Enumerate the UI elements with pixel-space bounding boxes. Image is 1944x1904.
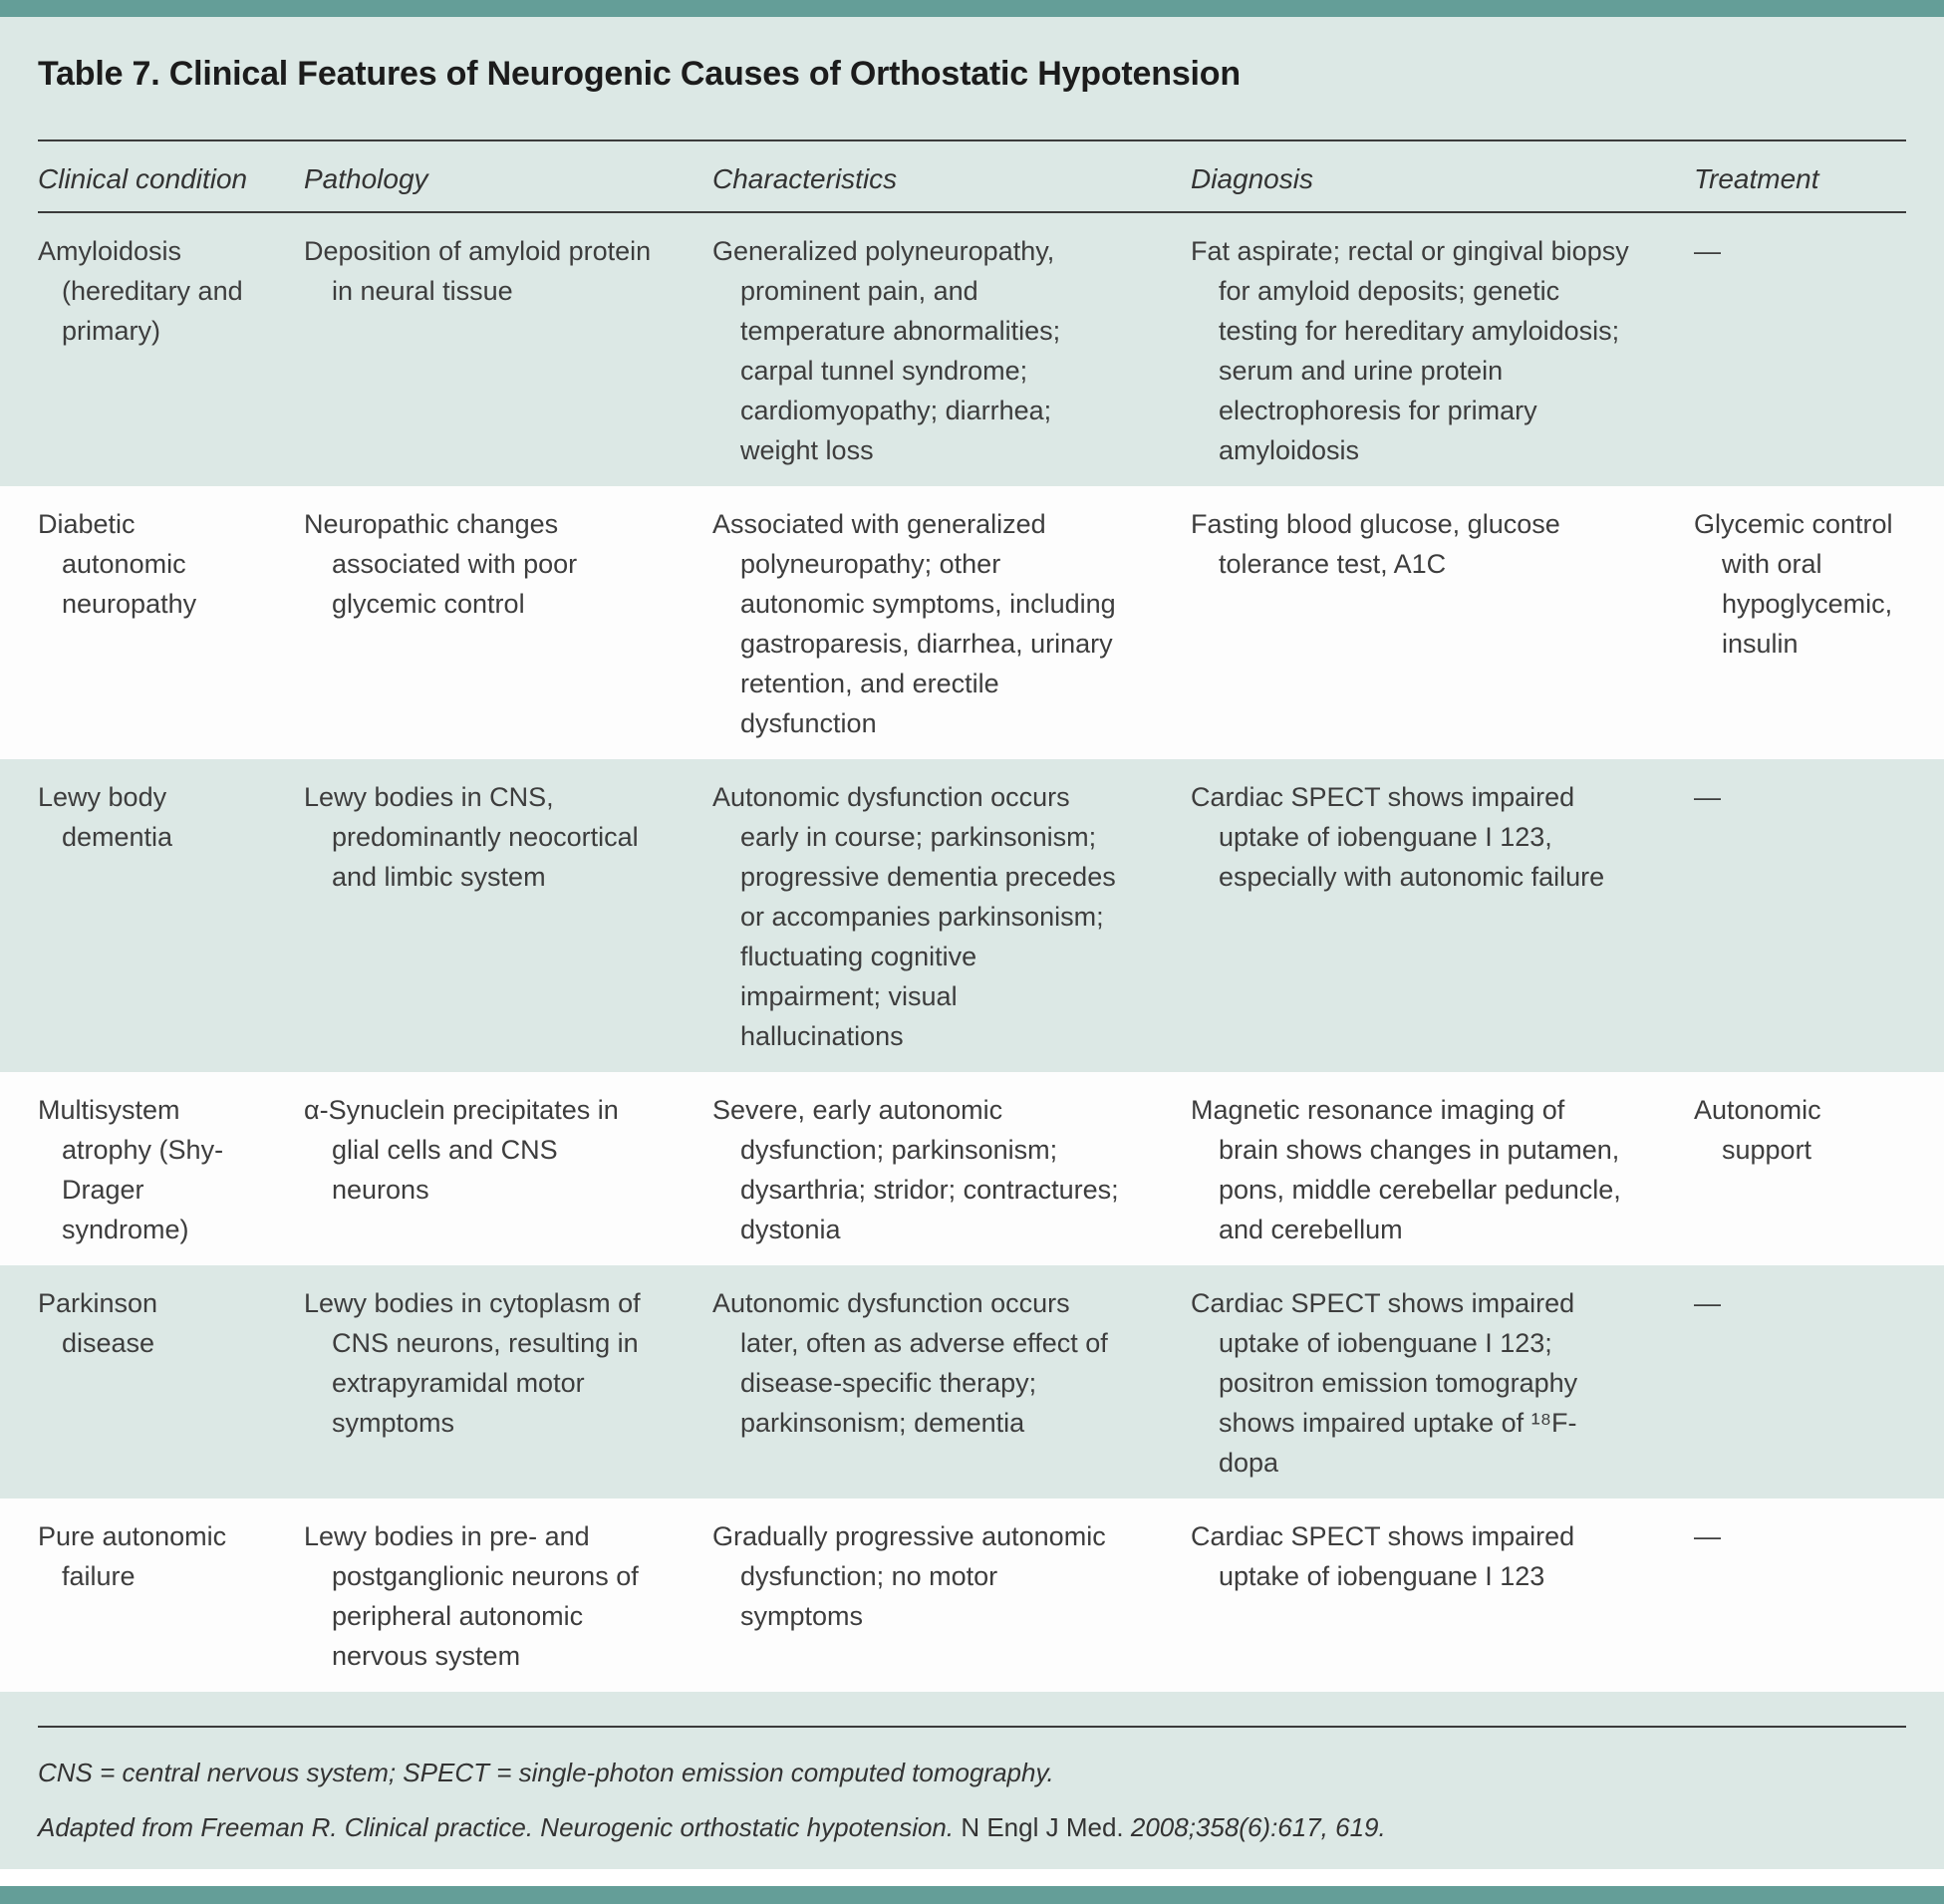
abbreviations-footnote: CNS = central nervous system; SPECT = single-photon emission computed tomography. (38, 1758, 1054, 1787)
source-citation-italic-part: Adapted from Freeman R. Clinical practice. Neurogenic orthostatic hypotension. (38, 1812, 962, 1842)
source-citation-journal-name: N Engl J Med. (961, 1812, 1131, 1842)
column-header-treatment: Treatment (1694, 163, 1819, 194)
cell-pathology: Lewy bodies in cytoplasm of CNS neurons, resulting in extrapyramidal motor symptoms (304, 1288, 641, 1438)
cell-condition: Lewy body dementia (38, 782, 173, 852)
cell-pathology: Neuropathic changes associated with poor glycemic control (304, 509, 578, 619)
column-header-condition: Clinical condition (38, 163, 248, 194)
cell-treatment: — (1694, 782, 1721, 812)
cell-treatment: Glycemic control with oral hypoglycemic, insulin (1694, 509, 1893, 659)
table-title: Table 7. Clinical Features of Neurogenic Causes of Orthostatic Hypotension (38, 55, 1241, 93)
table-row-lewy-body-dementia (0, 759, 1944, 1072)
column-header-characteristics: Characteristics (712, 163, 898, 194)
top-accent-bar (0, 0, 1944, 17)
cell-diagnosis: Fat aspirate; rectal or gingival biopsy for amyloid deposits; genetic testing for hereditary amyloidosis; serum and urine protein electrophoresis for primary amyloidosis (1191, 236, 1629, 465)
cell-condition: Pure autonomic failure (38, 1521, 227, 1591)
table-body (0, 213, 1944, 1692)
cell-condition: Multisystem atrophy (Shy-Drager syndrome) (38, 1095, 224, 1244)
cell-pathology: α-Synuclein precipitates in glial cells and CNS neurons (304, 1095, 619, 1205)
table-row-parkinson-disease (0, 1265, 1944, 1498)
cell-characteristics: Autonomic dysfunction occurs early in course; parkinsonism; progressive dementia precedes or accompanies parkinsonism; fluctuating cognitive impairment; visual hallucinations (712, 782, 1116, 1051)
cell-condition: Parkinson disease (38, 1288, 158, 1358)
cell-treatment: — (1694, 236, 1721, 266)
source-citation-volume-pages: 2008;358(6):617, 619. (1130, 1812, 1386, 1842)
cell-characteristics: Gradually progressive autonomic dysfunction; no motor symptoms (712, 1521, 1106, 1631)
cell-pathology: Deposition of amyloid protein in neural tissue (304, 236, 652, 306)
table-row-multisystem-atrophy (0, 1072, 1944, 1265)
cell-diagnosis: Cardiac SPECT shows impaired uptake of iobenguane I 123 (1191, 1521, 1575, 1591)
cell-treatment: — (1694, 1521, 1721, 1551)
column-header-diagnosis: Diagnosis (1191, 163, 1313, 194)
table-row-diabetic-neuropathy (0, 486, 1944, 759)
cell-characteristics: Generalized polyneuropathy, prominent pain, and temperature abnormalities; carpal tunnel syndrome; cardiomyopathy; diarrhea; weight loss (712, 236, 1061, 465)
cell-characteristics: Severe, early autonomic dysfunction; parkinsonism; dysarthria; stridor; contractures; dystonia (712, 1095, 1119, 1244)
cell-treatment: Autonomic support (1694, 1095, 1821, 1165)
cell-condition: Diabetic autonomic neuropathy (38, 509, 197, 619)
table-row-amyloidosis (0, 213, 1944, 486)
cell-characteristics: Associated with generalized polyneuropathy; other autonomic symptoms, including gastroparesis, diarrhea, urinary retention, and erectile dysfunction (712, 509, 1116, 738)
cell-diagnosis: Fasting blood glucose, glucose tolerance test, A1C (1191, 509, 1560, 579)
column-header-pathology: Pathology (304, 163, 428, 194)
cell-treatment: — (1694, 1288, 1721, 1318)
column-header-row (0, 141, 1944, 211)
bottom-accent-bar (0, 1886, 1944, 1904)
cell-condition: Amyloidosis (hereditary and primary) (38, 236, 243, 346)
cell-diagnosis: Magnetic resonance imaging of brain shows changes in putamen, pons, middle cerebellar peduncle, and cerebellum (1191, 1095, 1621, 1244)
footer-rule (38, 1726, 1906, 1728)
footnote-section (0, 1726, 1944, 1869)
cell-diagnosis: Cardiac SPECT shows impaired uptake of iobenguane I 123, especially with autonomic failure (1191, 782, 1605, 892)
source-citation-footnote (0, 1812, 1944, 1843)
cell-characteristics: Autonomic dysfunction occurs later, often as adverse effect of disease-specific therapy; parkinsonism; dementia (712, 1288, 1108, 1438)
cell-pathology: Lewy bodies in CNS, predominantly neocortical and limbic system (304, 782, 639, 892)
table-content (0, 17, 1944, 1869)
cell-diagnosis: Cardiac SPECT shows impaired uptake of iobenguane I 123; positron emission tomography shows impaired uptake of ¹⁸F-dopa (1191, 1288, 1578, 1478)
cell-pathology: Lewy bodies in pre- and postganglionic neurons of peripheral autonomic nervous system (304, 1521, 639, 1671)
table-row-pure-autonomic-failure (0, 1498, 1944, 1692)
